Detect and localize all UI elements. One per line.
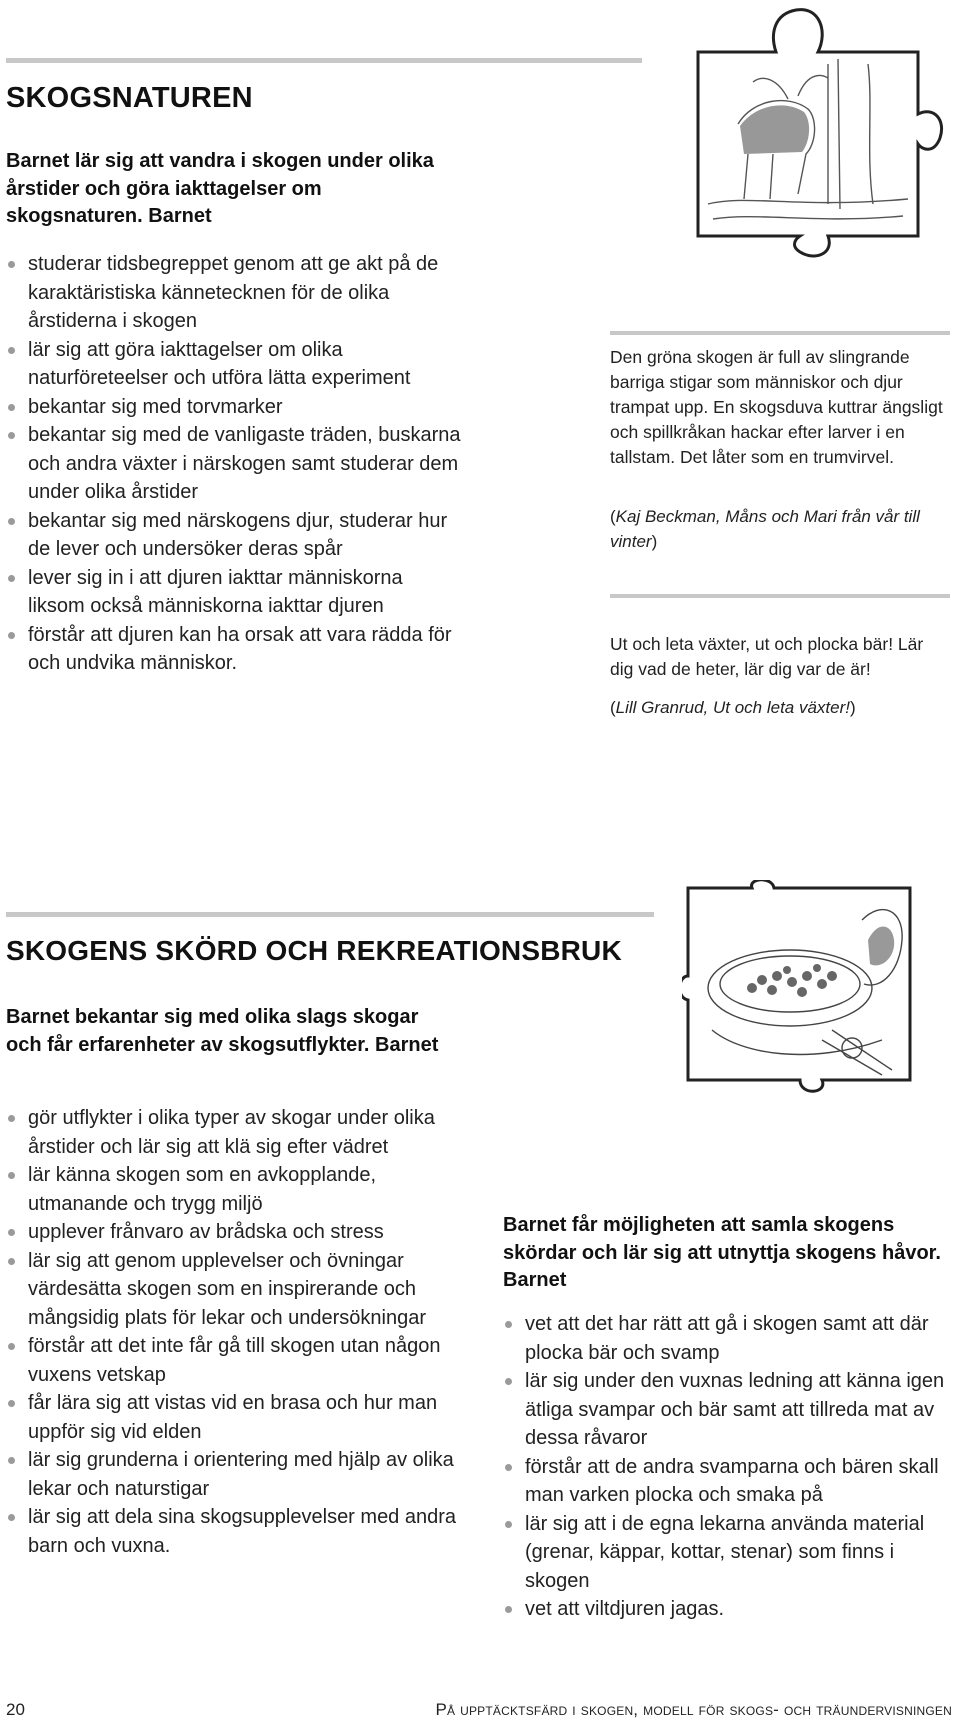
list-item: bekantar sig med torvmarker <box>6 393 464 422</box>
citation-source: Lill Granrud, Ut och leta växter! <box>615 698 850 717</box>
list-item: vet att viltdjuren jagas. <box>503 1595 957 1624</box>
section1-lead: Barnet lär sig att vandra i skogen under olika årstider och göra iakttagelser om skogsnaturen. Barnet <box>6 150 434 227</box>
citation-open-paren: ( <box>610 507 616 526</box>
section1-bullet-list <box>6 250 464 678</box>
list-item: förstår att det inte får gå till skogen utan någon vuxens vetskap <box>6 1332 464 1389</box>
harvest-puzzle-illustration <box>682 880 917 1095</box>
citation-close-paren: ) <box>850 698 856 717</box>
quote2-top-rule <box>610 594 950 598</box>
page-number: 20 <box>6 1700 25 1719</box>
running-footer-title: På upptäcktsfärd i skogen, modell för skogs- och träundervisningen <box>435 1700 952 1719</box>
citation-open-paren: ( <box>610 698 616 717</box>
list-item: förstår att djuren kan ha orsak att vara rädda för och undvika människor. <box>6 621 464 678</box>
list-item: bekantar sig med de vanligaste träden, buskarna och andra växter i närskogen samt studerar dem under olika årstider <box>6 421 464 507</box>
list-item: får lära sig att vistas vid en brasa och hur man uppför sig vid elden <box>6 1389 464 1446</box>
citation-close-paren: ) <box>651 532 658 551</box>
plant-quote-citation <box>610 695 950 720</box>
list-item: lär sig att göra iakttagelser om olika naturföreteelser och utföra lätta experiment <box>6 336 464 393</box>
list-item: gör utflykter i olika typer av skogar under olika årstider och lär sig att klä sig efter vädret <box>6 1104 464 1161</box>
list-item: bekantar sig med närskogens djur, studerar hur de lever och undersöker deras spår <box>6 507 464 564</box>
list-item: lär känna skogen som en avkopplande, utmanande och trygg miljö <box>6 1161 464 1218</box>
list-item: vet att det har rätt att gå i skogen samt att där plocka bär och svamp <box>503 1310 957 1367</box>
list-item: studerar tidsbegreppet genom att ge akt på de karaktäristiska kännetecknen för de olika årstiderna i skogen <box>6 250 464 336</box>
quote1-top-rule <box>610 331 950 335</box>
list-item: lär sig att dela sina skogsupplevelser med andra barn och vuxna. <box>6 1503 464 1560</box>
section2-bullet-list <box>6 1104 464 1560</box>
section2-top-rule <box>6 912 654 917</box>
list-item: lär sig att i de egna lekarna använda material (grenar, käppar, kottar, stenar) som finns i skogen <box>503 1510 957 1596</box>
plant-quote-text: Ut och leta växter, ut och plocka bär! Lär dig vad de heter, lär dig var de är! <box>610 634 924 679</box>
section1-title: SKOGSNATUREN <box>6 82 253 114</box>
section3-bullet-list <box>503 1310 957 1624</box>
list-item: förstår att de andra svamparna och bären skall man varken plocka och smaka på <box>503 1453 957 1510</box>
list-item: lär sig under den vuxnas ledning att känna igen ätliga svampar och bär samt att tillreda mat av dessa råvaror <box>503 1367 957 1453</box>
forest-quote-citation <box>610 504 950 554</box>
citation-source: Kaj Beckman, Måns och Mari från vår till vinter <box>610 507 920 551</box>
section2-lead: Barnet bekantar sig med olika slags skogar och får erfarenheter av skogsutflykter. Barnet <box>6 1006 439 1056</box>
section3-lead: Barnet får möjligheten att samla skogens skördar och lär sig att utnyttja skogens håvor. Barnet <box>503 1214 941 1291</box>
list-item: lär sig att genom upplevelser och övningar värdesätta skogen som en inspirerande och mångsidig plats för lekar och undersökningar <box>6 1247 464 1333</box>
list-item: upplever frånvaro av brådska och stress <box>6 1218 464 1247</box>
forest-quote-text: Den gröna skogen är full av slingrande barriga stigar som människor och djur trampat upp. En skogsduva kuttrar ängsligt och spillkråkan hackar efter larver i en tallstam. Det låter som en trumvirvel. <box>610 347 943 467</box>
list-item: lär sig grunderna i orientering med hjälp av olika lekar och naturstigar <box>6 1446 464 1503</box>
section2-title: SKOGENS SKÖRD OCH REKREATIONSBRUK <box>6 935 622 966</box>
section1-top-rule <box>6 58 642 63</box>
list-item: lever sig in i att djuren iakttar människorna liksom också människorna iakttar djuren <box>6 564 464 621</box>
moose-puzzle-illustration <box>678 4 948 259</box>
